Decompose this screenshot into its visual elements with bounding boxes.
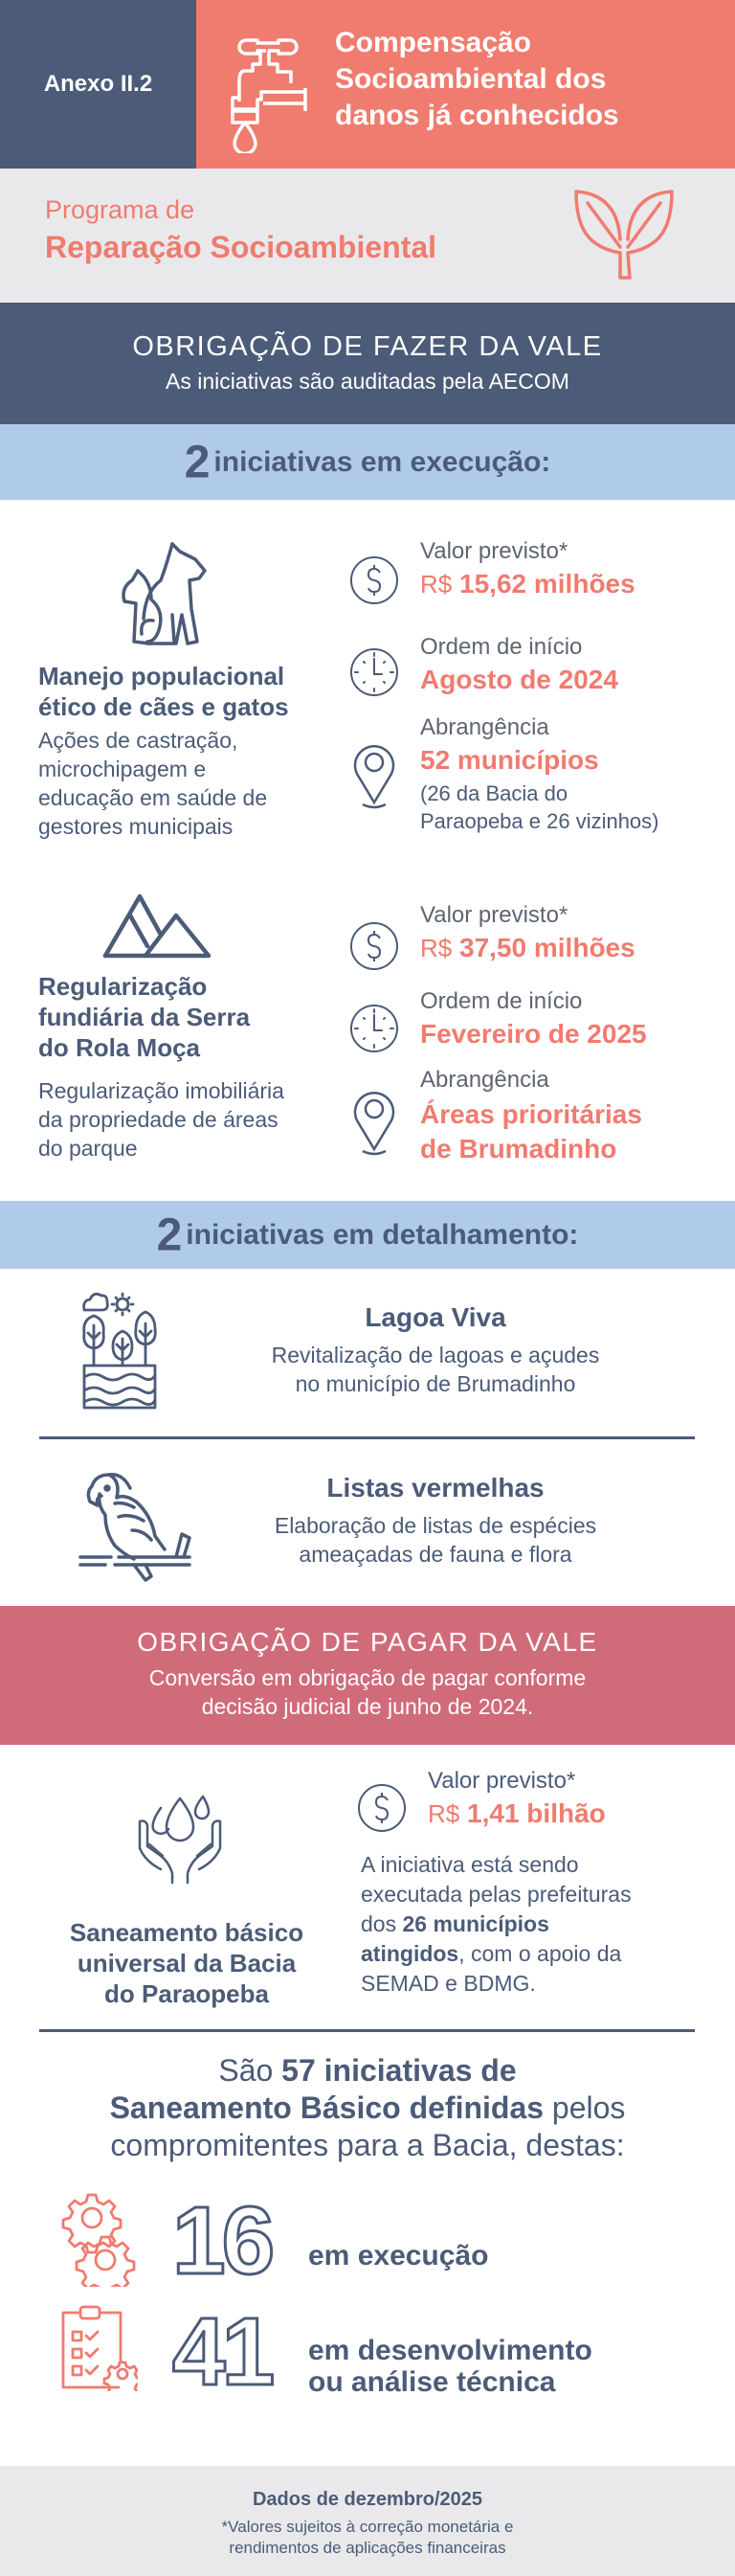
obligation-pay-title: OBRIGAÇÃO DE PAGAR DA VALE [137, 1627, 598, 1657]
clock-icon [349, 647, 399, 697]
parrot-icon [77, 1469, 193, 1582]
sanitation-title-line: do Paraopeba [104, 1979, 269, 2008]
initiative-description [38, 1076, 284, 1163]
initiative-description-line: microchipagem e [38, 757, 207, 781]
description-line: no município de Brumadinho [295, 1371, 576, 1396]
scope-value-line: de Brumadinho [420, 1134, 617, 1164]
initiative-description [38, 726, 267, 841]
initiative-description-line: do parque [38, 1136, 138, 1161]
initiative-title-line: do Rola Moça [38, 1033, 201, 1062]
dollar-circle-icon [357, 1783, 407, 1833]
in-detailing-heading [0, 1201, 735, 1269]
obligation-do-subtitle: As iniciativas são auditadas pela AECOM [166, 369, 569, 394]
stat-label: Abrangência [420, 714, 549, 740]
sanitation-title [29, 1917, 345, 2009]
location-pin-icon [349, 1086, 399, 1157]
subtitle-line: Conversão em obrigação de pagar conforme [148, 1665, 587, 1690]
highlight-text: Saneamento Básico definidas [109, 2090, 545, 2125]
initiative-card [0, 862, 735, 1199]
stat-amount [420, 933, 635, 963]
header-title [335, 25, 619, 134]
annex-badge [0, 0, 196, 169]
lagoon-trees-icon [80, 1291, 157, 1410]
initiative-title [38, 971, 250, 1063]
water-tap-icon [225, 34, 321, 153]
sanitation-summary [29, 2052, 706, 2164]
currency-symbol: R$ [428, 1799, 460, 1828]
stat-value [349, 538, 732, 615]
header [0, 0, 735, 169]
stat-value [349, 902, 732, 979]
header-title-panel [196, 0, 735, 169]
stat-start-value: Agosto de 2024 [420, 665, 618, 694]
obligation-do-band [0, 303, 735, 424]
initiative-description-line: Ações de castração, [38, 728, 238, 753]
in-development-number: 41 [172, 2298, 272, 2406]
obligation-pay-subtitle [0, 1663, 735, 1721]
description-line [361, 1909, 705, 1939]
obligation-do-title: OBRIGAÇÃO DE FAZER DA VALE [132, 331, 603, 362]
program-name: Reparação Socioambiental [45, 230, 437, 264]
in-execution-label: iniciativas em execução: [213, 446, 551, 479]
header-title-line: Compensação [335, 27, 532, 58]
amount-value: 37,50 milhões [459, 933, 635, 962]
highlight-text: 57 iniciativas de [281, 2053, 517, 2088]
header-title-line: danos já conhecidos [335, 100, 619, 131]
lagoa-viva-title: Lagoa Viva [365, 1302, 506, 1332]
stat-start [349, 634, 732, 711]
description-line: SEMAD e BDMG. [361, 1971, 536, 1996]
description-line: executada pelas prefeituras [361, 1882, 632, 1907]
text-span: São [218, 2053, 282, 2088]
footnote-line: *Valores sujeitos à correção monetária e [221, 2518, 514, 2536]
in-execution-count: 2 [184, 437, 211, 488]
listas-vermelhas-description [211, 1511, 660, 1569]
stat-scope [349, 1067, 732, 1191]
summary-line [29, 2090, 706, 2127]
sanitation-title-line: universal da Bacia [77, 1949, 297, 1977]
mountains-icon [101, 893, 214, 960]
footer [0, 2466, 735, 2576]
in-execution-stat-label: em execução [308, 2240, 489, 2271]
footnote-line: rendimentos de aplicações financeiras [229, 2539, 506, 2557]
data-date: Dados de dezembro/2025 [252, 2489, 483, 2510]
currency-symbol: R$ [420, 934, 453, 962]
initiative-description-line: educação em saúde de [38, 785, 268, 810]
stat-scope-value [420, 1097, 642, 1166]
stat-label: Valor previsto* [428, 1768, 576, 1794]
description-line: ameaçadas de fauna e flora [299, 1542, 572, 1567]
header-title-line: Socioambiental dos [335, 63, 607, 95]
sanitation-value-stat [357, 1768, 735, 1844]
stat-label: Ordem de início [420, 988, 583, 1014]
initiative-card [0, 500, 735, 862]
sanitation-title-line: Saneamento básico [69, 1918, 304, 1947]
text-span: dos [361, 1911, 403, 1936]
in-detailing-count: 2 [156, 1209, 183, 1261]
divider [39, 1436, 695, 1439]
initiative-description-line: gestores municipais [38, 814, 234, 839]
summary-line: compromitentes para a Bacia, destas: [110, 2128, 625, 2162]
lagoa-viva-description [211, 1341, 660, 1398]
description-line: Elaboração de listas de espécies [274, 1513, 597, 1538]
description-line [361, 1939, 705, 1969]
highlight-text: atingidos [361, 1941, 459, 1966]
sanitation-description [361, 1850, 705, 1999]
stat-label-line: em desenvolvimento [308, 2335, 592, 2366]
stat-scope-value: 52 municípios [420, 745, 599, 775]
stat-label-line: ou análise técnica [308, 2366, 556, 2398]
highlight-text: 26 municípios [402, 1911, 549, 1936]
stat-scope-note [420, 780, 659, 835]
stat-amount [428, 1798, 606, 1829]
initiative-description-line: Regularização imobiliária [38, 1078, 284, 1103]
initiative-title-line: Manejo populacional [38, 662, 285, 690]
text-span: , com o apoio da [458, 1941, 622, 1966]
stat-label: Ordem de início [420, 634, 583, 660]
initiative-title-line: fundiária da Serra [38, 1003, 251, 1031]
dog-cat-icon [113, 538, 220, 649]
scope-note-line: (26 da Bacia do [420, 781, 568, 805]
amount-value: 1,41 bilhão [467, 1798, 606, 1828]
gears-icon [61, 2191, 138, 2287]
currency-symbol: R$ [420, 570, 453, 599]
scope-value-line: Áreas prioritárias [420, 1099, 642, 1129]
clock-icon [349, 1004, 399, 1053]
hands-water-icon [132, 1793, 228, 1885]
stat-label: Valor previsto* [420, 902, 568, 928]
stat-amount [420, 569, 635, 599]
dollar-circle-icon [349, 555, 399, 605]
annex-label: Anexo II.2 [43, 71, 153, 97]
stat-label: Abrangência [420, 1067, 549, 1093]
divider [39, 2029, 695, 2032]
amount-value: 15,62 milhões [459, 569, 635, 599]
description-line: A iniciativa está sendo [361, 1852, 579, 1877]
location-pin-icon [349, 739, 399, 810]
in-execution-heading [0, 424, 735, 500]
dollar-circle-icon [349, 921, 399, 971]
stat-start [349, 988, 732, 1065]
initiative-description-line: da propriedade de áreas [38, 1107, 278, 1132]
summary-line [29, 2052, 706, 2090]
stat-scope [349, 714, 732, 858]
text-span: pelos [544, 2090, 626, 2125]
subtitle-line: decisão judicial de junho de 2024. [201, 1694, 534, 1719]
initiative-title-line: Regularização [38, 972, 208, 1001]
scope-note-line: Paraopeba e 26 vizinhos) [420, 809, 659, 833]
footnote [0, 2517, 735, 2559]
description-line: Revitalização de lagoas e açudes [271, 1343, 600, 1367]
initiative-title [38, 661, 289, 722]
obligation-pay-band [0, 1606, 735, 1745]
in-execution-number: 16 [172, 2187, 272, 2294]
in-detailing-label: iniciativas em detalhamento: [186, 1219, 579, 1252]
stat-start-value: Fevereiro de 2025 [420, 1019, 647, 1049]
program-label: Programa de [45, 195, 195, 224]
listas-vermelhas-title: Listas vermelhas [326, 1473, 545, 1503]
stat-label: Valor previsto* [420, 538, 568, 564]
sprout-icon [574, 190, 674, 282]
initiative-title-line: ético de cães e gatos [38, 692, 289, 721]
clipboard-checklist-icon [59, 2303, 138, 2391]
program-band [0, 169, 735, 303]
in-development-stat-label [308, 2335, 592, 2398]
